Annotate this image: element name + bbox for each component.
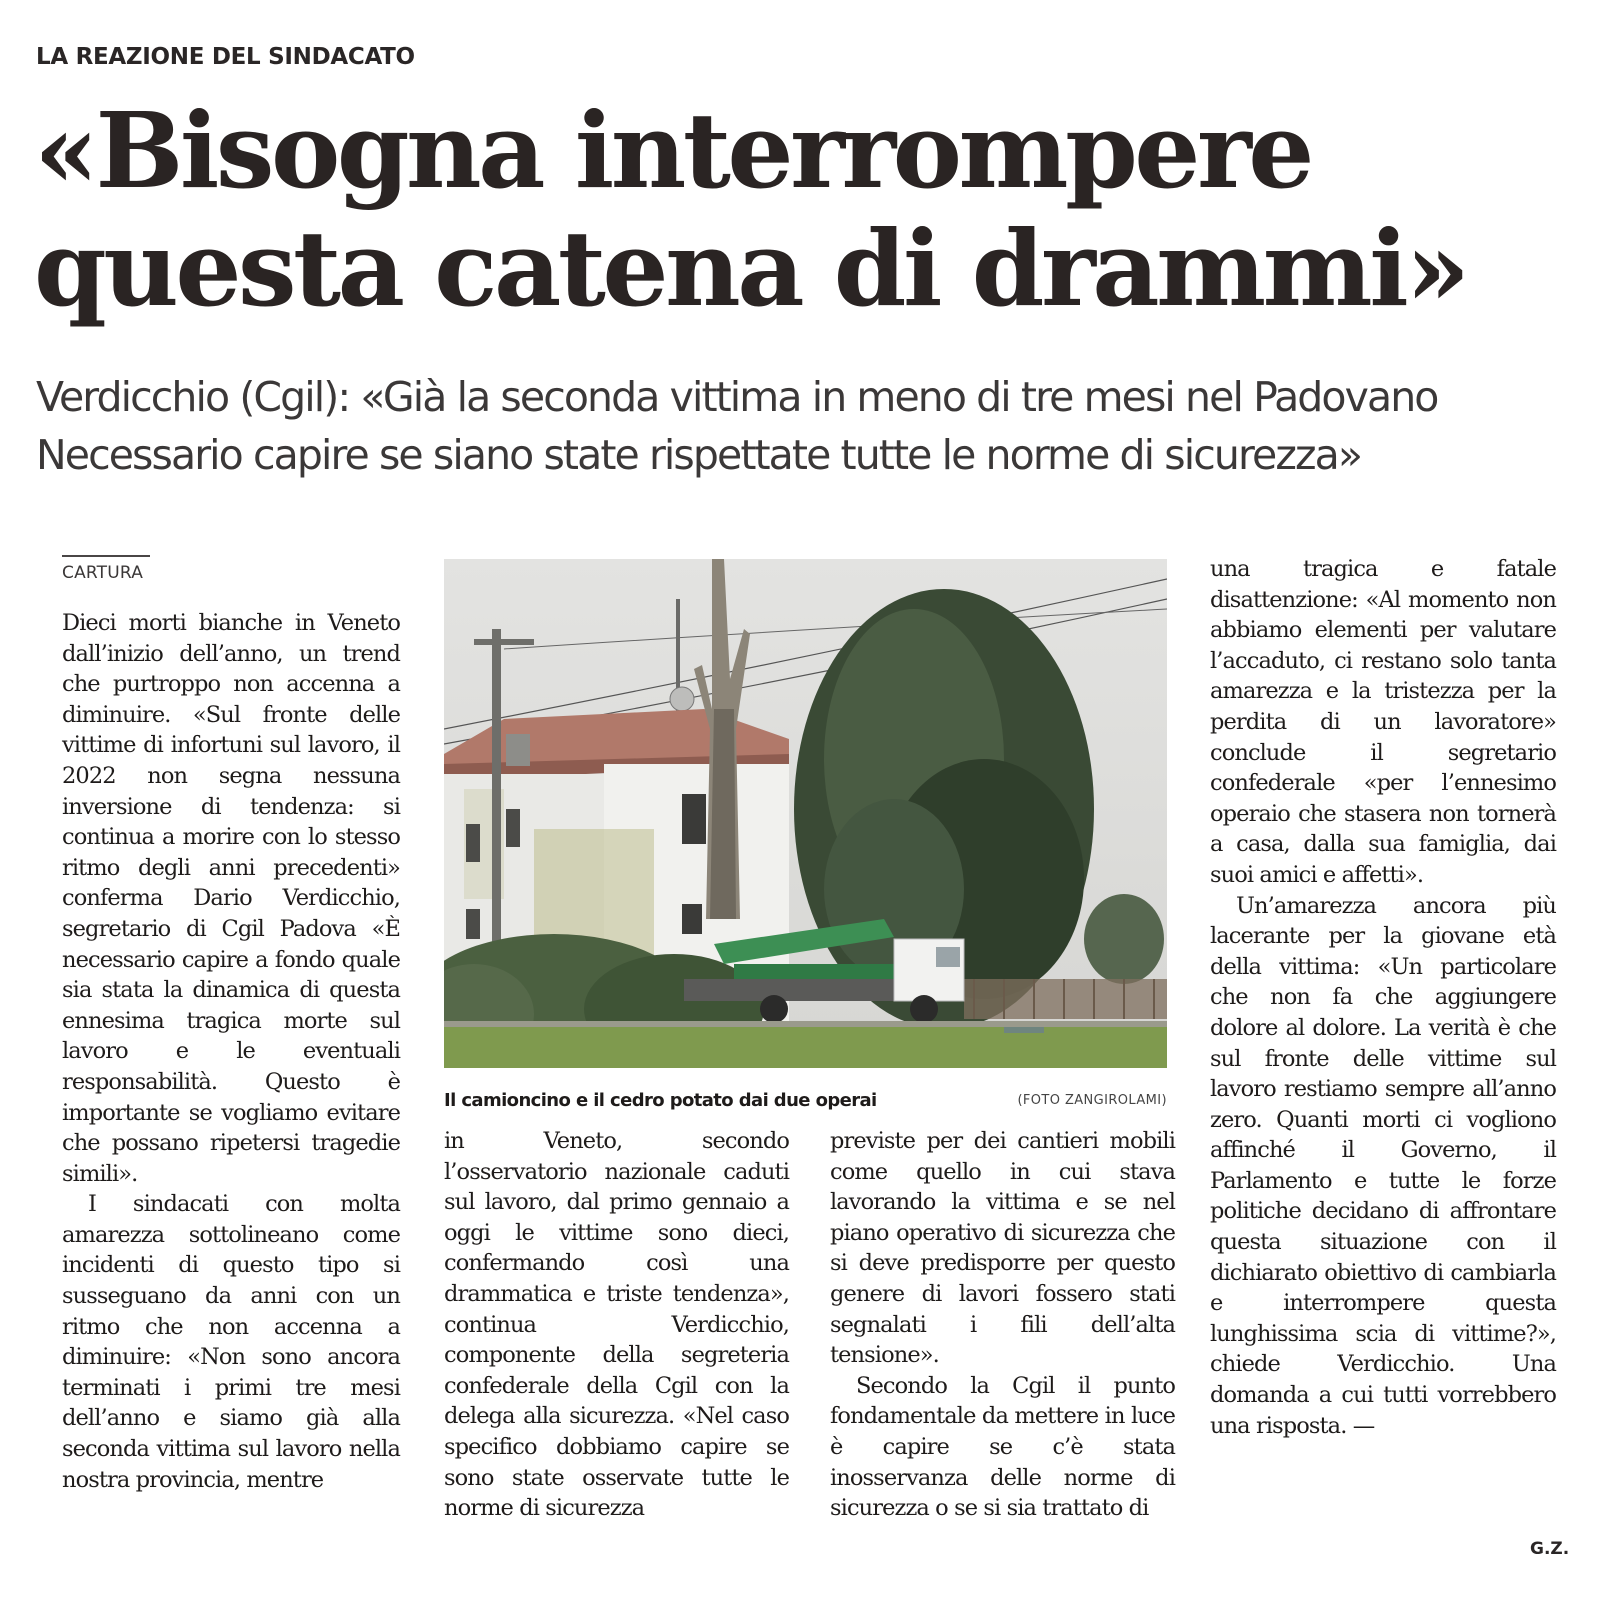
photo-caption <box>444 1090 1167 1111</box>
location-label: CARTURA <box>62 555 150 583</box>
photo-illustration <box>444 559 1167 1068</box>
column-1 <box>62 608 400 1495</box>
caption-text: Il camioncino e il cedro potato dai due operai <box>444 1090 877 1111</box>
subheadline-line-2: Necessario capire se siano state rispettate tutte le norme di sicurezza» <box>36 431 1362 479</box>
column-3 <box>830 1126 1175 1524</box>
headline-line-1: «Bisogna interrompere <box>34 89 1311 212</box>
paragraph: Un’amarezza ancora più lacerante per la giovane età della vittima: «Un particolare che non fa che aggiungere dolore al dolore. La verità è che sul fronte delle vittime sul lavoro restiamo sempre all’anno zero. Quanti morti ci vogliono affinché il Governo, il Parlamento e tutte le forze politiche decidano di affrontare questa situazione con il dichiarato obiettivo di cambiarla e interrompere questa lunghissima scia di vittime?», chiede Verdicchio. Una domanda a cui tutti vorrebbero una risposta. — <box>1210 892 1556 1439</box>
column-2 <box>444 1126 789 1524</box>
paragraph: I sindacati con molta amarezza sottolineano come incidenti di questo tipo si susseguano da anni con un ritmo che non accenna a diminuire: «Non sono ancora terminati i primi tre mesi dell’anno e siamo già alla seconda vittima sul lavoro nella nostra provincia, mentre <box>62 1191 400 1493</box>
paragraph: previste per dei cantieri mobili come quello in cui stava lavorando la vittima e se nel piano operativo di sicurezza che si deve predisporre per questo genere di lavori fossero stati segnalati i fili dell’alta tensione». <box>830 1128 1175 1369</box>
paragraph: Secondo la Cgil il punto fondamentale da mettere in luce è capire se c’è stata inosservanza delle norme di sicurezza o se si sia trattato di <box>830 1372 1175 1522</box>
paragraph: Dieci morti bianche in Veneto dall’inizio dell’anno, un trend che purtroppo non accenna a diminuire. «Sul fronte delle vittime di infortuni sul lavoro, il 2022 non segna nessuna inversione di tendenza: si continua a morire con lo stesso ritmo degli anni precedenti» conferma Dario Verdicchio, segretario di Cgil Padova «È necessario capire a fondo quale sia stata la dinamica di questa ennesima tragica morte sul lavoro e le eventuali responsabilità. Questo è importante se vogliamo evitare che possano ripetersi tragedie simili». <box>62 610 400 1187</box>
article-photo <box>444 559 1167 1068</box>
paragraph: in Veneto, secondo l’osservatorio nazionale caduti sul lavoro, dal primo gennaio a oggi le vittime sono dieci, confermando così una drammatica e triste tendenza», continua Verdicchio, componente della segreteria confederale della Cgil con la delega alla sicurezza. «Nel caso specifico dobbiamo capire se sono state osservate tutte le norme di sicurezza <box>444 1128 789 1522</box>
headline-line-2: questa catena di drammi» <box>34 207 1467 330</box>
photo-credit: (FOTO ZANGIROLAMI) <box>1017 1093 1167 1108</box>
author-signature: G.Z. <box>1530 1539 1570 1559</box>
headline <box>34 89 1574 330</box>
subheadline <box>36 368 1576 484</box>
kicker: LA REAZIONE DEL SINDACATO <box>36 44 415 70</box>
paragraph: una tragica e fatale disattenzione: «Al momento non abbiamo elementi per valutare l’accaduto, ci restano solo tanta amarezza e la tristezza per la perdita di un lavoratore» conclude il segretario confederale «per l’ennesimo operaio che stasera non tornerà a casa, dalla sua famiglia, dai suoi amici e affetti». <box>1210 556 1556 888</box>
subheadline-line-1: Verdicchio (Cgil): «Già la seconda vittima in meno di tre mesi nel Padovano <box>36 373 1438 421</box>
column-4 <box>1210 554 1556 1441</box>
